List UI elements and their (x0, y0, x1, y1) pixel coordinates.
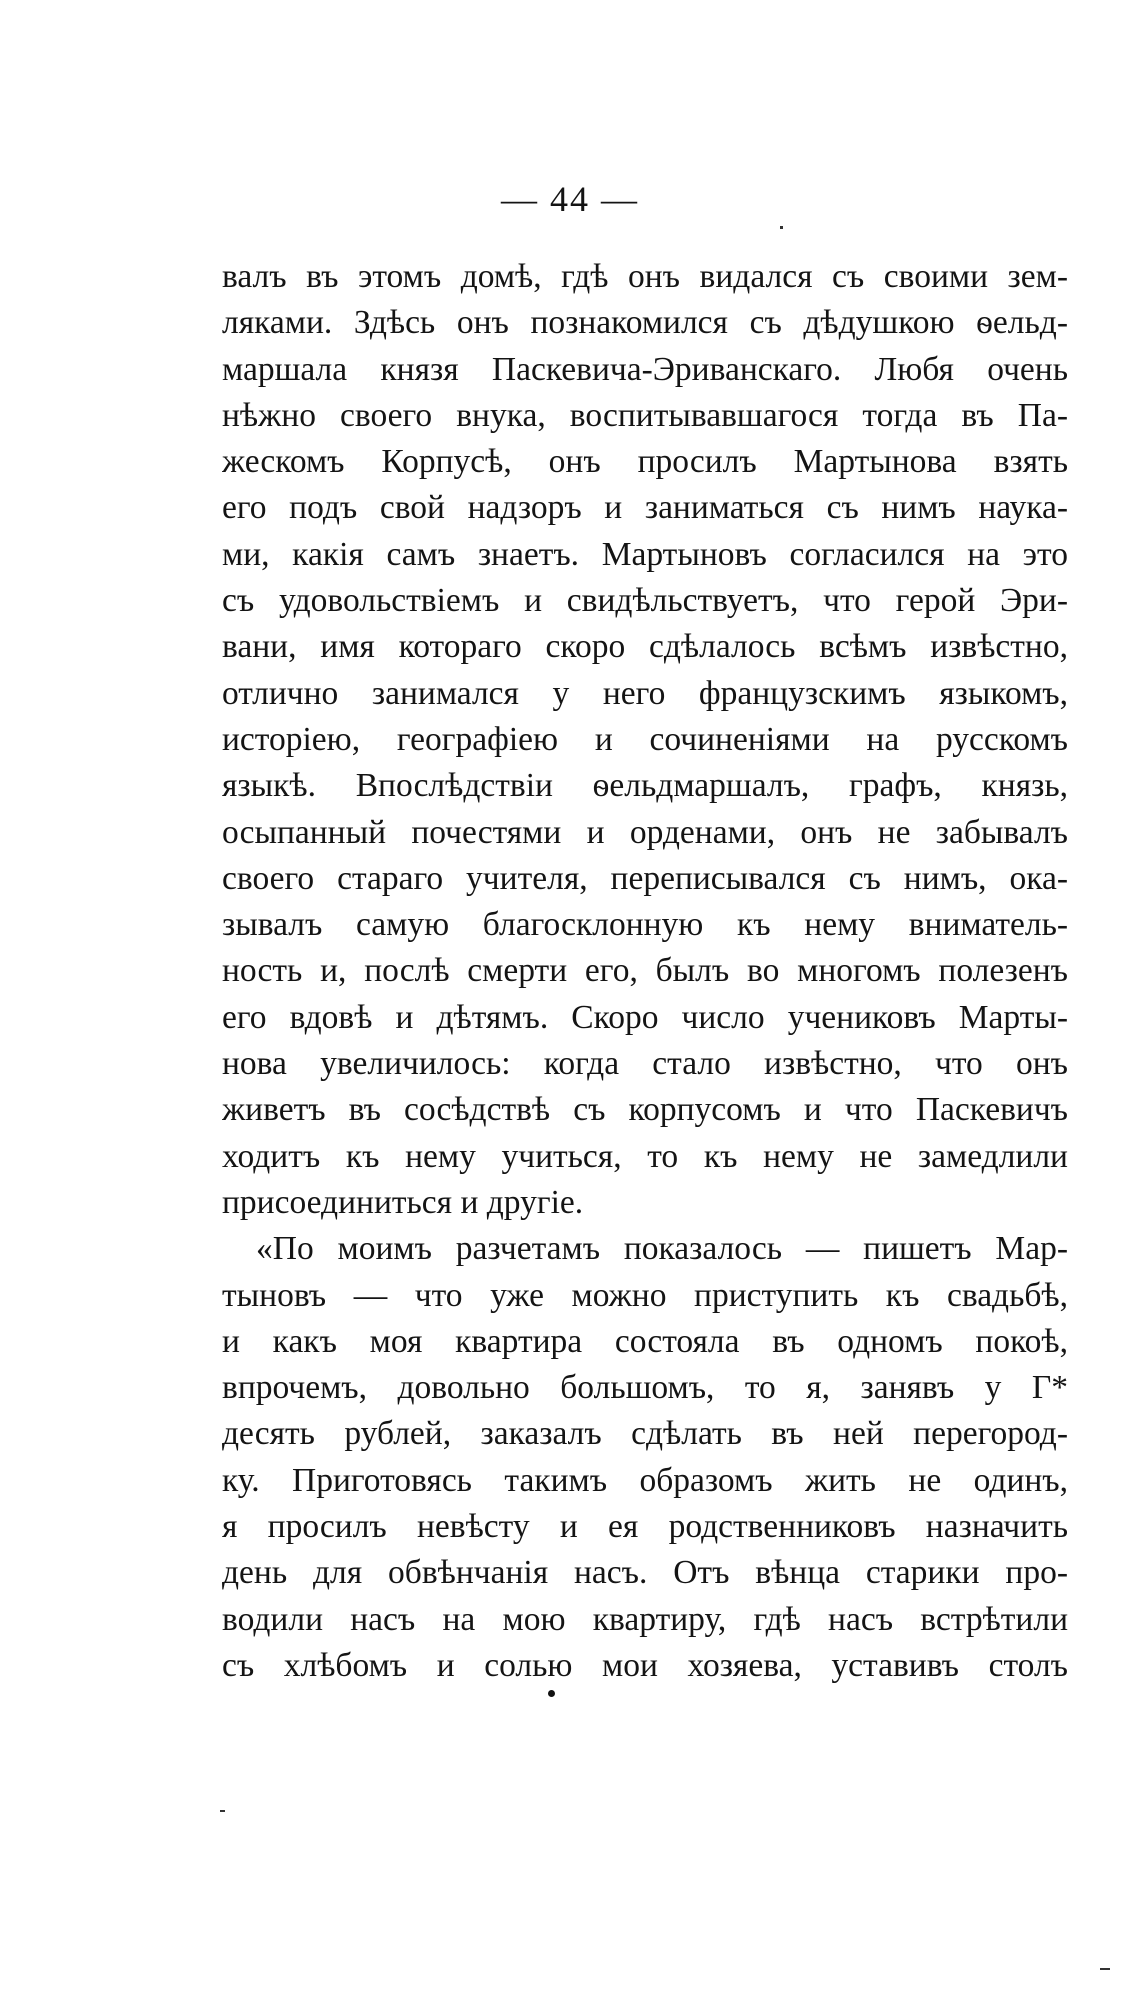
text-line: своего стараго учителя, переписывался съ нимъ, ока- (222, 859, 1068, 897)
paragraph-2 (222, 1226, 1068, 1689)
text-line: ность и, послѣ смерти его, былъ во многомъ полезенъ (222, 952, 1068, 990)
text-line: и какъ моя квартира состояла въ одномъ покоѣ, (222, 1322, 1068, 1360)
text-line: съ удовольствіемъ и свидѣльствуетъ, что герой Эри- (222, 582, 1068, 620)
scan-speck-mark (1100, 1968, 1110, 1970)
text-line: исторіею, географіею и сочиненіями на русскомъ (222, 720, 1068, 758)
text-line: его подъ свой надзоръ и заниматься съ нимъ наука- (222, 489, 1068, 527)
text-line: ми, какія самъ знаетъ. Мартыновъ согласился на это (222, 535, 1068, 573)
scan-speck-mark (780, 226, 783, 229)
text-line: ку. Приготовясь такимъ образомъ жить не одинъ, (222, 1461, 1068, 1499)
text-line: языкѣ. Впослѣдствіи ѳельдмаршалъ, графъ, князь, (222, 767, 1068, 805)
text-line: зывалъ самую благосклонную къ нему вниматель- (222, 906, 1068, 944)
text-line: «По моимъ разчетамъ показалось — пишетъ Мар- (256, 1230, 1068, 1268)
text-line: впрочемъ, довольно большомъ, то я, занявъ у Г* (222, 1369, 1068, 1407)
text-line: десять рублей, заказалъ сдѣлать въ ней перегород- (222, 1415, 1068, 1453)
text-line: валъ въ этомъ домѣ, гдѣ онъ видался съ своими зем- (222, 258, 1068, 295)
text-line: съ хлѣбомъ и солью мои хозяева, уставивъ столъ (222, 1646, 1068, 1684)
text-line: день для обвѣнчанія насъ. Отъ вѣнца старики про- (222, 1554, 1068, 1592)
text-line: я просилъ невѣсту и ея родственниковъ назначить (222, 1508, 1068, 1546)
text-line: живетъ въ сосѣдствѣ съ корпусомъ и что Паскевичъ (222, 1091, 1068, 1129)
text-line: водили насъ на мою квартиру, гдѣ насъ встрѣтили (222, 1600, 1068, 1638)
text-line: жескомъ Корпусѣ, онъ просилъ Мартынова взять (222, 443, 1068, 481)
page-number: — 44 — (501, 179, 639, 219)
scan-speck-mark (220, 1810, 225, 1812)
text-line: вани, имя котораго скоро сдѣлалось всѣмъ извѣстно, (222, 628, 1068, 666)
text-line: отлично занимался у него французскимъ языкомъ, (222, 674, 1068, 712)
text-line: ляками. Здѣсь онъ познакомился съ дѣдушкою ѳельд- (222, 304, 1068, 342)
text-line: нѣжно своего внука, воспитывавшагося тогда въ Па- (222, 396, 1068, 434)
text-line: осыпанный почестями и орденами, онъ не забывалъ (222, 813, 1068, 851)
text-line: присоединиться и другіе. (222, 1183, 584, 1221)
text-line: маршала князя Паскевича-Эриванскаго. Любя очень (222, 350, 1068, 388)
body-text (222, 254, 1068, 1689)
paragraph-1 (222, 254, 1068, 1226)
text-line: тыновъ — что уже можно приступить къ свадьбѣ, (222, 1276, 1068, 1314)
text-line: ходитъ къ нему учиться, то къ нему не замедлили (222, 1137, 1068, 1175)
text-line: его вдовѣ и дѣтямъ. Скоро число учениковъ Марты- (222, 998, 1068, 1036)
text-line: нова увеличилось: когда стало извѣстно, что онъ (222, 1045, 1068, 1083)
ink-dot-mark (548, 1690, 555, 1697)
